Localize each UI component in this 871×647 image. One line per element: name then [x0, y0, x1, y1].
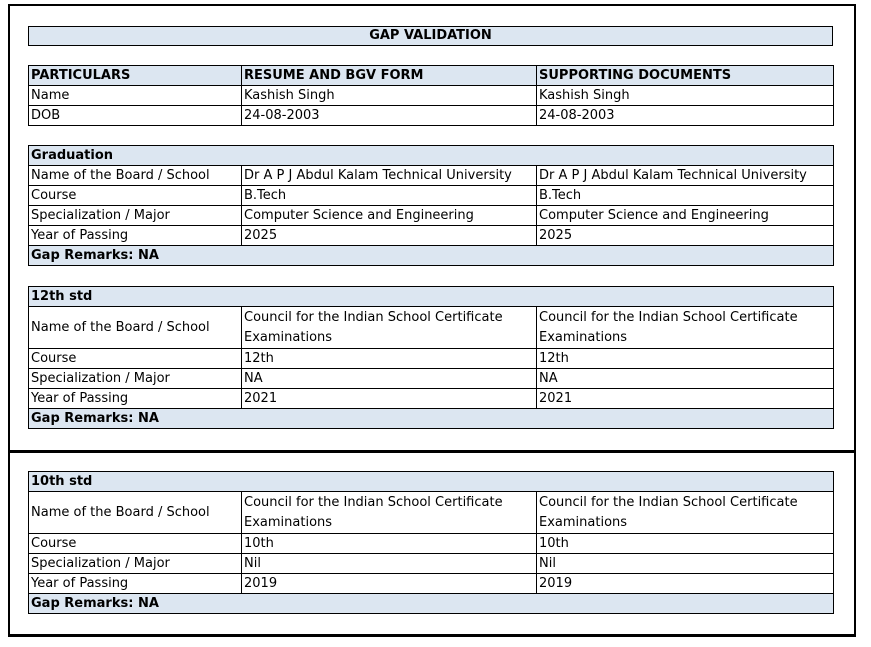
resume-value: 12th [242, 349, 537, 369]
table-row [29, 307, 834, 349]
row-label: Course [29, 534, 242, 554]
row-label: Year of Passing [29, 226, 242, 246]
graduation-table [28, 145, 834, 266]
table-row [29, 389, 834, 409]
resume-value: Council for the Indian School Certificate Examinations [242, 492, 537, 534]
resume-value: Council for the Indian School Certificate Examinations [242, 307, 537, 349]
document-value: 2019 [537, 574, 834, 594]
row-label: Specialization / Major [29, 554, 242, 574]
table-row [29, 492, 834, 534]
document-value: 24-08-2003 [537, 106, 834, 126]
table-row [29, 186, 834, 206]
table-row [29, 166, 834, 186]
personal-table [28, 65, 834, 126]
table-row [29, 226, 834, 246]
table-row [29, 369, 834, 389]
row-label: Name of the Board / School [29, 307, 242, 349]
table-row [29, 349, 834, 369]
resume-value: Dr A P J Abdul Kalam Technical University [242, 166, 537, 186]
header-particulars: PARTICULARS [29, 66, 242, 86]
section-heading: 12th std [29, 287, 834, 307]
header-resume-bgv: RESUME AND BGV FORM [242, 66, 537, 86]
document-value: Kashish Singh [537, 86, 834, 106]
resume-value: B.Tech [242, 186, 537, 206]
table-row [29, 106, 834, 126]
resume-value: 2025 [242, 226, 537, 246]
document-value: Council for the Indian School Certificate Examinations [537, 492, 834, 534]
std10-table [28, 471, 834, 614]
gap-remarks: Gap Remarks: NA [29, 246, 834, 266]
resume-value: 2021 [242, 389, 537, 409]
document-value: Dr A P J Abdul Kalam Technical University [537, 166, 834, 186]
resume-value: 10th [242, 534, 537, 554]
resume-value: NA [242, 369, 537, 389]
row-label: Course [29, 186, 242, 206]
row-label: Year of Passing [29, 389, 242, 409]
resume-value: 24-08-2003 [242, 106, 537, 126]
document-value: NA [537, 369, 834, 389]
row-label: Name of the Board / School [29, 166, 242, 186]
gap-remarks: Gap Remarks: NA [29, 409, 834, 429]
table-row [29, 86, 834, 106]
document-value: 10th [537, 534, 834, 554]
table-row [29, 574, 834, 594]
row-label: Name [29, 86, 242, 106]
row-label: Specialization / Major [29, 369, 242, 389]
document-value: Council for the Indian School Certificate Examinations [537, 307, 834, 349]
row-label: Year of Passing [29, 574, 242, 594]
section-heading: 10th std [29, 472, 834, 492]
table-row [29, 554, 834, 574]
gap-remarks: Gap Remarks: NA [29, 594, 834, 614]
row-label: Name of the Board / School [29, 492, 242, 534]
document-value: 12th [537, 349, 834, 369]
document-value: 2021 [537, 389, 834, 409]
document-value: 2025 [537, 226, 834, 246]
std12-table [28, 286, 834, 429]
document-value: Computer Science and Engineering [537, 206, 834, 226]
document-value: Nil [537, 554, 834, 574]
table-row [29, 534, 834, 554]
page-title: GAP VALIDATION [28, 26, 833, 46]
personal-header-row [29, 66, 834, 86]
header-supporting-docs: SUPPORTING DOCUMENTS [537, 66, 834, 86]
resume-value: 2019 [242, 574, 537, 594]
row-label: DOB [29, 106, 242, 126]
section-heading: Graduation [29, 146, 834, 166]
table-row [29, 206, 834, 226]
document-value: B.Tech [537, 186, 834, 206]
resume-value: Kashish Singh [242, 86, 537, 106]
row-label: Course [29, 349, 242, 369]
resume-value: Computer Science and Engineering [242, 206, 537, 226]
resume-value: Nil [242, 554, 537, 574]
row-label: Specialization / Major [29, 206, 242, 226]
